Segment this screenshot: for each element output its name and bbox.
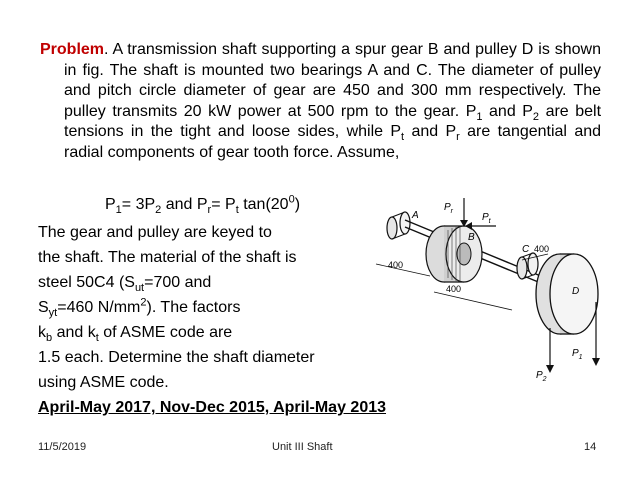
dim-label: 400 xyxy=(534,244,550,254)
footer-title: Unit III Shaft xyxy=(272,441,333,453)
text-line: $k_b$ and $k_t$ of ASME code are xyxy=(38,324,233,345)
problem-text: and P xyxy=(404,123,457,140)
shaft-figure xyxy=(372,196,612,386)
pulley-d xyxy=(536,254,598,334)
text-line: the shaft. The material of the shaft is xyxy=(38,249,297,266)
text-line: steel 50C4 ($S_{ut}=700$ and xyxy=(38,274,212,295)
text-line: The gear and pulley are keyed to xyxy=(38,224,272,241)
text-line: $S_{yt}=460$ $N/mm^2$). The factors xyxy=(38,296,241,320)
label-d: D xyxy=(572,286,580,297)
dim-label: 400 xyxy=(388,260,404,270)
problem-text: are tangential and radial components of gear tooth force. Assume, xyxy=(64,123,602,161)
problem-text: and P xyxy=(482,102,533,120)
sub-1: 1 xyxy=(476,110,483,123)
assumption-equation: $P_1= 3P_2$ and $P_r= P_t$ $\tan(20^0)$ xyxy=(105,193,301,217)
footer-date: 11/5/2019 xyxy=(38,441,87,453)
label-b: B xyxy=(468,232,475,243)
text-line: 1.5 each. Determine the shaft diameter xyxy=(38,349,315,366)
problem-text: are belt tensions in the tight and loose sides, while P xyxy=(64,102,602,140)
sub-r: r xyxy=(456,131,460,144)
label-pr: $P_r$ xyxy=(444,202,454,215)
bearing-a xyxy=(387,212,410,239)
label-a: A xyxy=(412,210,419,221)
label-pt: $P_t$ xyxy=(482,212,491,225)
label-c: C xyxy=(522,244,530,255)
problem-text: . A transmission shaft supporting a spur gear B and pulley D is shown in fig. The shaft is mounted two bearings A and C. The diameter of pulley and pitch circle diameter of gear are 450 and 300 mm respectively. The pulley transmits 20 kW power at 500 rpm to the gear. P xyxy=(64,41,601,120)
gear-force-arrows xyxy=(460,198,496,230)
exam-dates: April-May 2017, Nov-Dec 2015, April-May 2013 xyxy=(38,399,387,416)
dim-label: 400 xyxy=(446,284,462,294)
page-number: 14 xyxy=(584,441,597,453)
label-p1: $P_1$ xyxy=(572,348,583,361)
label-p2: $P_2$ xyxy=(536,370,547,383)
problem-statement xyxy=(40,40,601,163)
sub-t: t xyxy=(401,131,405,144)
problem-label: Problem xyxy=(40,41,105,58)
text-line: using ASME code. xyxy=(38,374,169,391)
sub-2: 2 xyxy=(532,110,540,123)
